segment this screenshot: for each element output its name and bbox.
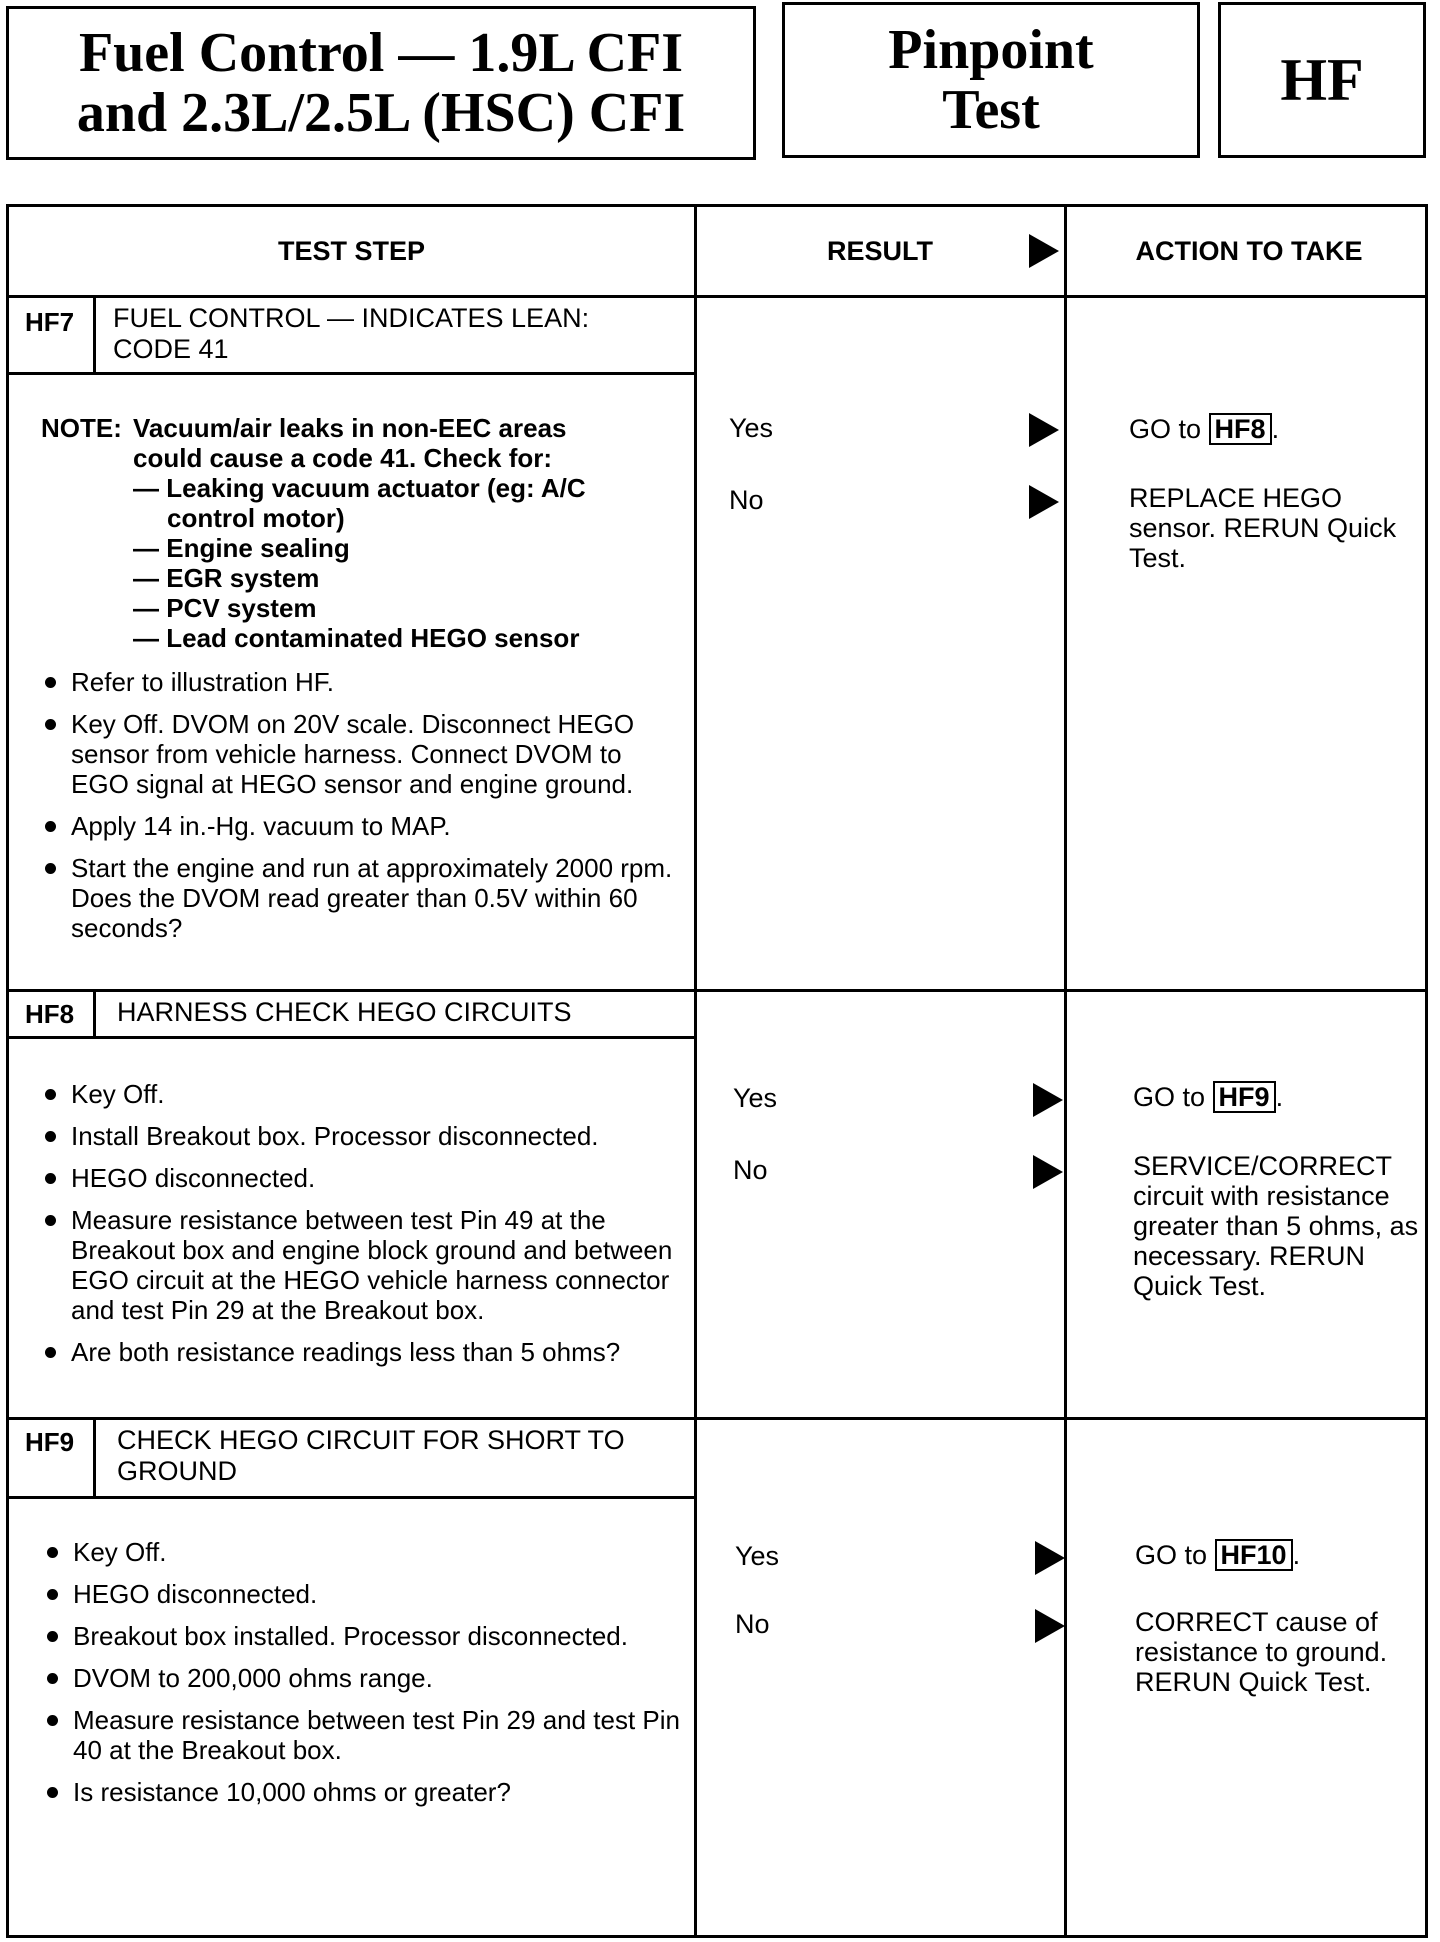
action-no-hf9: CORRECT cause of resistance to ground. RERUN Quick Test. [1135,1607,1388,1697]
section-line-1: Pinpoint [888,19,1094,81]
note-line: — EGR system [133,563,320,593]
action-yes-hf7 [1129,413,1279,445]
column-header-result [697,207,1064,295]
title-line-2: and 2.3L/2.5L (HSC) CFI [76,82,686,144]
column-divider [694,207,697,1935]
section-code [1218,2,1426,158]
action-yes-hf8 [1133,1081,1283,1113]
list-item: Start the engine and run at approximately 2000 rpm. Does the DVOM read greater than 0.5V within 60 seconds? [41,853,681,943]
arrow-icon [1029,234,1059,268]
list-item: Is resistance 10,000 ohms or greater? [43,1777,693,1807]
result-no-hf8: No [733,1155,768,1185]
note-line: — Leaking vacuum actuator (eg: A/C [133,473,586,503]
list-item: DVOM to 200,000 ohms range. [43,1663,693,1693]
step-id-hf8: HF8 [25,999,75,1029]
list-item: Key Off. DVOM on 20V scale. Disconnect HEGO sensor from vehicle harness. Connect DVOM to EGO signal at HEGO sensor and engine ground. [41,709,681,799]
arrow-icon [1029,413,1059,447]
arrow-icon [1029,485,1059,519]
goto-link-hf8[interactable]: HF8 [1209,413,1272,445]
step-id-hf9: HF9 [25,1427,75,1457]
note-text [133,413,586,653]
goto-prefix: GO to [1129,414,1202,444]
step-id-divider [93,1417,96,1496]
action-yes-hf9 [1135,1539,1300,1571]
goto-suffix: . [1275,1082,1284,1112]
result-yes-hf7: Yes [729,413,774,443]
action-no-hf8: SERVICE/CORRECT circuit with resistance greater than 5 ohms, as necessary. RERUN Quick Test. [1133,1151,1419,1301]
goto-prefix: GO to [1135,1540,1208,1570]
list-item: Install Breakout box. Processor disconnected. [41,1121,691,1151]
goto-prefix: GO to [1133,1082,1206,1112]
list-item: Are both resistance readings less than 5 ohms? [41,1337,691,1367]
step-id-divider [93,989,96,1036]
step-title-hf9: CHECK HEGO CIRCUIT FOR SHORT TO GROUND [117,1425,625,1486]
column-header-test-step: TEST STEP [277,235,426,266]
goto-suffix: . [1292,1540,1301,1570]
list-item: Key Off. [41,1079,691,1109]
step-title-hf7: FUEL CONTROL — INDICATES LEAN: CODE 41 [113,303,590,364]
arrow-icon [1033,1083,1063,1117]
column-divider [1064,207,1067,1935]
note-label: NOTE: [41,413,122,443]
section-code-text: HF [1280,46,1364,113]
bullet-list-hf7 [41,667,681,955]
note-line: could cause a code 41. Check for: [133,443,553,473]
step-title-hf8: HARNESS CHECK HEGO CIRCUITS [117,997,572,1027]
result-yes-hf9: Yes [735,1541,780,1571]
arrow-icon [1035,1541,1065,1575]
list-item: Measure resistance between test Pin 49 at the Breakout box and engine block ground and between EGO circuit at the HEGO vehicle harness connector and test Pin 29 at the Breakout box. [41,1205,691,1325]
step-id-hf7: HF7 [25,307,75,337]
bullet-list-hf8 [41,1079,691,1379]
result-no-hf7: No [729,485,764,515]
column-header-result-label: RESULT [827,235,933,266]
action-no-hf7: REPLACE HEGO sensor. RERUN Quick Test. [1129,483,1397,573]
list-item: Apply 14 in.-Hg. vacuum to MAP. [41,811,681,841]
note-line: — Lead contaminated HEGO sensor [133,623,580,653]
note-line: Vacuum/air leaks in non-EEC areas [133,413,567,443]
step-id-divider [93,295,96,372]
goto-suffix: . [1271,414,1280,444]
list-item: Refer to illustration HF. [41,667,681,697]
pinpoint-table [6,204,1428,1938]
arrow-icon [1033,1155,1063,1189]
title-line-1: Fuel Control — 1.9L CFI [78,22,684,84]
section-line-2: Test [942,79,1040,141]
bullet-list-hf9 [43,1537,693,1819]
list-item: Key Off. [43,1537,693,1567]
list-item: Measure resistance between test Pin 29 and test Pin 40 at the Breakout box. [43,1705,693,1765]
note-line: — Engine sealing [133,533,350,563]
note-line: — PCV system [133,593,317,623]
note-line: control motor) [167,503,345,533]
list-item: HEGO disconnected. [43,1579,693,1609]
list-item: Breakout box installed. Processor disconnected. [43,1621,693,1651]
list-item: HEGO disconnected. [41,1163,691,1193]
section-label [782,2,1200,158]
result-yes-hf8: Yes [733,1083,778,1113]
arrow-icon [1035,1609,1065,1643]
goto-link-hf9[interactable]: HF9 [1213,1081,1276,1113]
goto-link-hf10[interactable]: HF10 [1215,1539,1293,1571]
column-header-action: ACTION TO TAKE [1135,235,1363,266]
result-no-hf9: No [735,1609,770,1639]
page-title [6,6,756,160]
